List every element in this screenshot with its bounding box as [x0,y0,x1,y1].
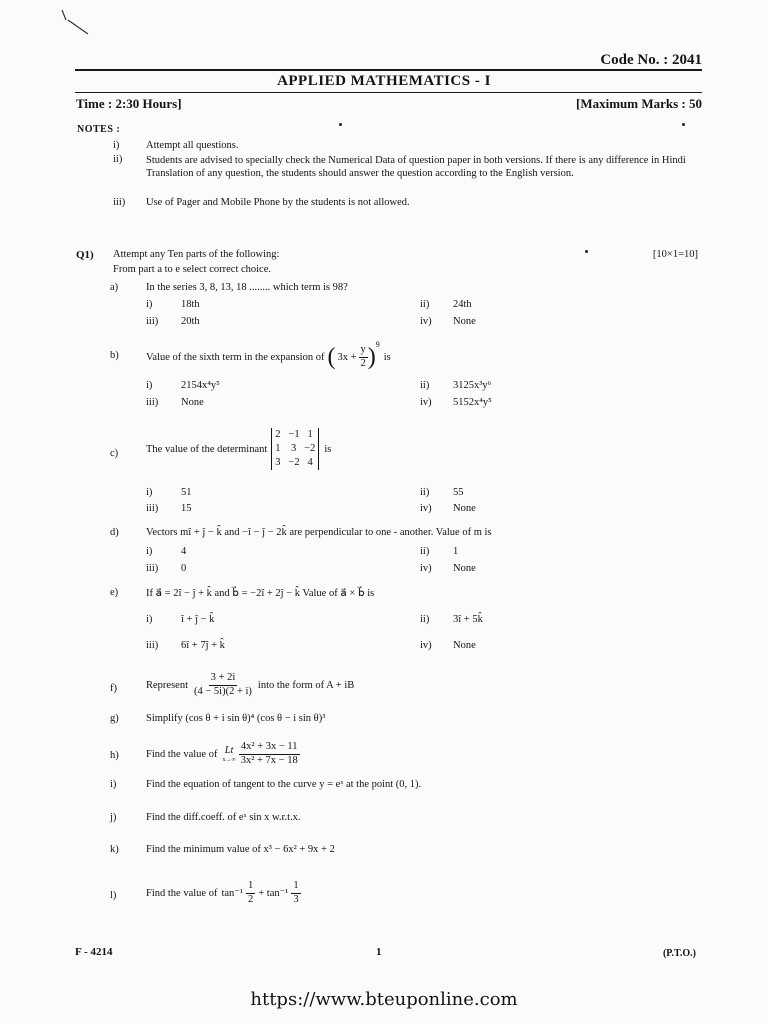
question-instruction: Attempt any Ten parts of the following: [113,249,280,260]
code-number: Code No. : 2041 [600,52,702,68]
determinant-row: 3 −2 4 [275,457,313,469]
option-text: 0 [181,563,187,574]
part-text: Find the minimum value of x³ − 6x² + 9x + 2 [146,844,335,855]
part-text: If a⃗ = 2î − ĵ + k̂ and b⃗ = −2î + 2ĵ − k̂ Value of a⃗ × b⃗ is [146,588,375,599]
option-text: 15 [181,503,192,514]
denominator: (4 − 5i)(2 + i) [194,685,252,697]
part-suffix: into the form of A + iB [257,679,355,691]
option-number: iii) [146,397,159,408]
option-text: 4 [181,546,187,557]
note-number: iii) [113,197,126,208]
option-text: None [453,640,476,651]
option-text: 24th [453,299,472,310]
determinant-row: 1 3 −2 [275,442,316,454]
option-text: 2154x⁴y⁵ [181,380,220,391]
limit-subscript: x→∞ [222,756,236,763]
denominator: 3x² + 7x − 18 [240,754,298,766]
option-number: i) [146,380,153,391]
option-text: 3125x³y⁶ [453,380,492,391]
fraction [239,741,300,766]
part-label: f) [110,683,117,694]
maximum-marks: [Maximum Marks : 50 [575,96,702,111]
part-expression [146,340,391,374]
speck [682,123,685,126]
denominator: 3 [293,893,299,905]
option-number: i) [146,546,153,557]
question-label: Q1) [76,249,94,261]
part-expression [146,876,301,910]
option-text: 1 [453,546,459,557]
top-rule [75,69,702,71]
note-number: ii) [113,154,123,165]
limit [222,745,235,764]
note-text: Attempt all questions. [146,140,239,151]
part-expression [146,737,300,771]
part-label: g) [110,713,119,724]
paper-code: F - 4214 [75,946,113,958]
option-text: 18th [181,299,200,310]
notes-heading: NOTES : [77,124,121,135]
option-text: 55 [453,487,464,498]
option-text: î + ĵ − k̂ [181,614,215,625]
fraction [291,880,300,905]
denominator: 2 [360,357,366,369]
arctan: + tan⁻¹ [258,888,289,899]
part-suffix: is [324,443,332,455]
numerator: y [359,344,368,357]
close-paren: ) [367,343,376,370]
option-number: i) [146,614,153,625]
question-instruction-2: From part a to e select correct choice. [113,264,272,275]
option-text: None [453,503,476,514]
arctan: tan⁻¹ [221,888,243,899]
part-text: In the series 3, 8, 13, 18 ........ which term is 98? [146,282,348,293]
option-number: iii) [146,316,159,327]
note-number: i) [113,140,120,151]
option-number: ii) [420,487,430,498]
option-number: ii) [420,546,430,557]
part-text: Find the value of [146,887,218,899]
part-text: Find the value of [146,748,218,760]
page-title: APPLIED MATHEMATICS - I [277,73,491,89]
part-text: The value of the determinant [146,443,268,455]
option-number: iv) [420,316,432,327]
page-number: 1 [376,946,382,958]
title-rule [75,92,702,93]
part-expression [146,424,331,474]
option-text: None [453,316,476,327]
numerator: 1 [291,880,300,893]
note-text: Use of Pager and Mobile Phone by the students is not allowed. [146,197,410,208]
option-text: None [453,563,476,574]
option-number: iv) [420,563,432,574]
denominator: 2 [247,893,254,905]
speck [585,250,588,253]
open-paren: ( [327,343,336,370]
numerator: 1 [246,880,255,893]
option-number: ii) [420,614,430,625]
numerator: 4x² + 3x − 11 [239,741,300,754]
option-number: iv) [420,640,432,651]
fraction [359,344,368,369]
exponent: 9 [375,340,380,349]
part-label: h) [110,750,119,761]
part-text: Find the equation of tangent to the curve y = eˣ at the point (0, 1). [146,779,422,790]
pen-mark [58,6,94,36]
time-allowed: Time : 2:30 Hours] [76,96,182,111]
part-label: i) [110,779,117,790]
part-text: Find the diff.coeff. of eˣ sin x w.r.t.x. [146,812,301,823]
option-number: iv) [420,397,432,408]
part-label: e) [110,587,119,598]
part-text: Value of the sixth term in the expansion of [146,351,325,363]
part-label: l) [110,890,117,901]
option-number: ii) [420,380,430,391]
option-number: iii) [146,563,159,574]
part-label: b) [110,350,119,361]
part-label: d) [110,527,119,538]
limit-symbol: Lt [224,744,234,756]
fraction [192,672,254,697]
option-number: i) [146,487,153,498]
option-text: 6î + 7ĵ + k̂ [181,640,225,651]
expr-term: 3x + [337,351,357,363]
option-number: iii) [146,640,159,651]
note-text: Students are advised to specially check the Numerical Data of question paper in both versions. If there is any difference in Hindi Translation of any question, the students should answer the question according to the English version. [146,155,686,179]
speck [339,123,342,126]
option-number: i) [146,299,153,310]
part-expression [146,668,354,702]
numerator: 3 + 2i [209,672,238,685]
option-text: 3î + 5k̂ [453,614,483,625]
pto-note: (P.T.O.) [662,948,696,959]
part-label: j) [110,812,117,823]
question-marks: [10×1=10] [652,249,698,260]
option-number: iv) [420,503,432,514]
option-text: 20th [181,316,200,327]
part-text: Vectors mî + ĵ − k̂ and −î − ĵ − 2k̂ are perpendicular to one - another. Value of m is [146,527,492,538]
part-text: Simplify (cos θ + i sin θ)⁴ (cos θ − i sin θ)³ [146,713,326,724]
part-label: c) [110,448,119,459]
determinant-row: 2 −1 1 [275,428,313,440]
part-label: a) [110,282,119,293]
option-text: 5152x⁴y⁵ [453,397,492,408]
determinant [271,428,319,471]
source-url: https://www.bteuponline.com [250,989,518,1010]
option-number: ii) [420,299,430,310]
option-number: iii) [146,503,159,514]
part-label: k) [110,844,119,855]
part-suffix: is [383,351,391,363]
option-text: 51 [181,487,192,498]
fraction [246,880,255,905]
option-text: None [181,397,204,408]
part-text: Represent [146,679,188,691]
